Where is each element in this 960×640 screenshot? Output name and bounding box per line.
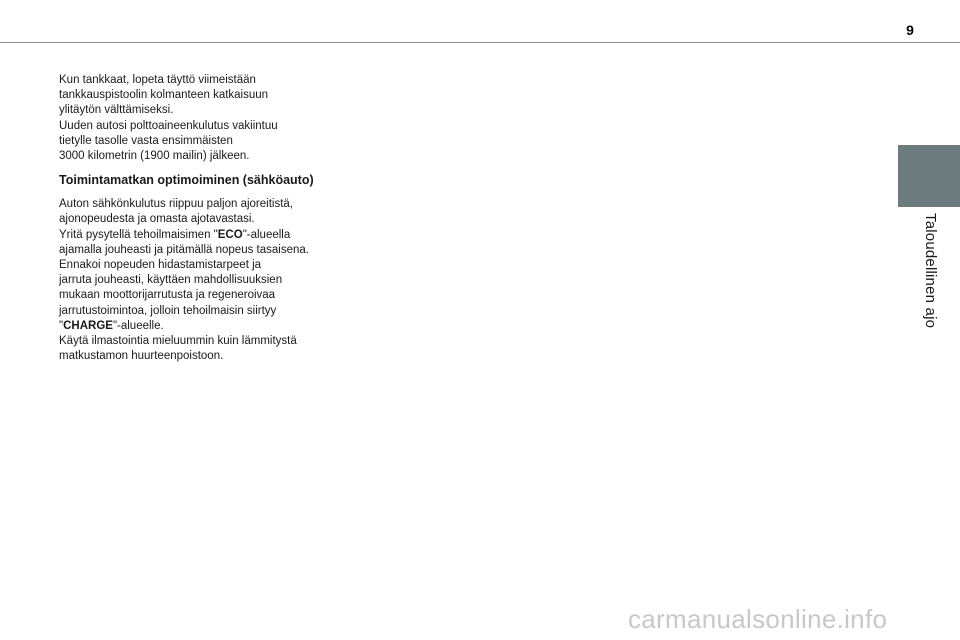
section-tab-marker xyxy=(898,145,960,207)
text-line: tietylle tasolle vasta ensimmäisten xyxy=(59,134,233,147)
text-line: ylitäytön välttämiseksi. xyxy=(59,104,174,117)
eco-prefix: Yritä pysytellä tehoilmaisimen " xyxy=(59,228,218,241)
text-line: matkustamon huurteenpoistoon. xyxy=(59,350,224,363)
text-line: jarrutustoimintoa, jolloin tehoilmaisin siirtyy xyxy=(59,304,277,317)
text-line: Auton sähkönkulutus riippuu paljon ajoreitistä, xyxy=(59,198,293,211)
text-line: Ennakoi nopeuden hidastamistarpeet ja xyxy=(59,259,262,272)
text-line: ajamalla jouheasti ja pitämällä nopeus tasaisena. xyxy=(59,243,309,256)
charge-prefix: " xyxy=(59,319,64,332)
charge-keyword: CHARGE xyxy=(63,319,113,332)
page-number: 9 xyxy=(906,22,914,38)
text-line: 3000 kilometrin (1900 mailin) jälkeen. xyxy=(59,150,250,163)
watermark-text: carmanualsonline.info xyxy=(628,604,888,634)
text-line: Käytä ilmastointia mieluummin kuin lämmitystä xyxy=(59,335,297,348)
section-label: Taloudellinen ajo xyxy=(922,213,939,329)
charge-suffix: "-alueelle. xyxy=(112,319,164,332)
text-line: mukaan moottorijarrutusta ja regeneroivaa xyxy=(59,289,276,302)
eco-suffix: "-alueella xyxy=(242,228,291,241)
eco-keyword: ECO xyxy=(217,228,243,241)
main-content xyxy=(59,73,359,364)
text-line: ajonopeudesta ja omasta ajotavastasi. xyxy=(59,213,255,226)
text-line: jarruta jouheasti, käyttäen mahdollisuuksien xyxy=(59,274,283,287)
text-line: Uuden autosi polttoaineenkulutus vakiintuu xyxy=(59,119,278,132)
section-heading: Toimintamatkan optimoiminen (sähköauto) xyxy=(59,173,314,188)
text-line: tankkauspistoolin kolmanteen katkaisuun xyxy=(59,89,269,102)
text-line: Kun tankkaat, lopeta täyttö viimeistään xyxy=(59,74,256,86)
body-paragraph xyxy=(59,197,359,364)
intro-paragraph xyxy=(59,73,359,164)
header-divider xyxy=(0,42,960,43)
